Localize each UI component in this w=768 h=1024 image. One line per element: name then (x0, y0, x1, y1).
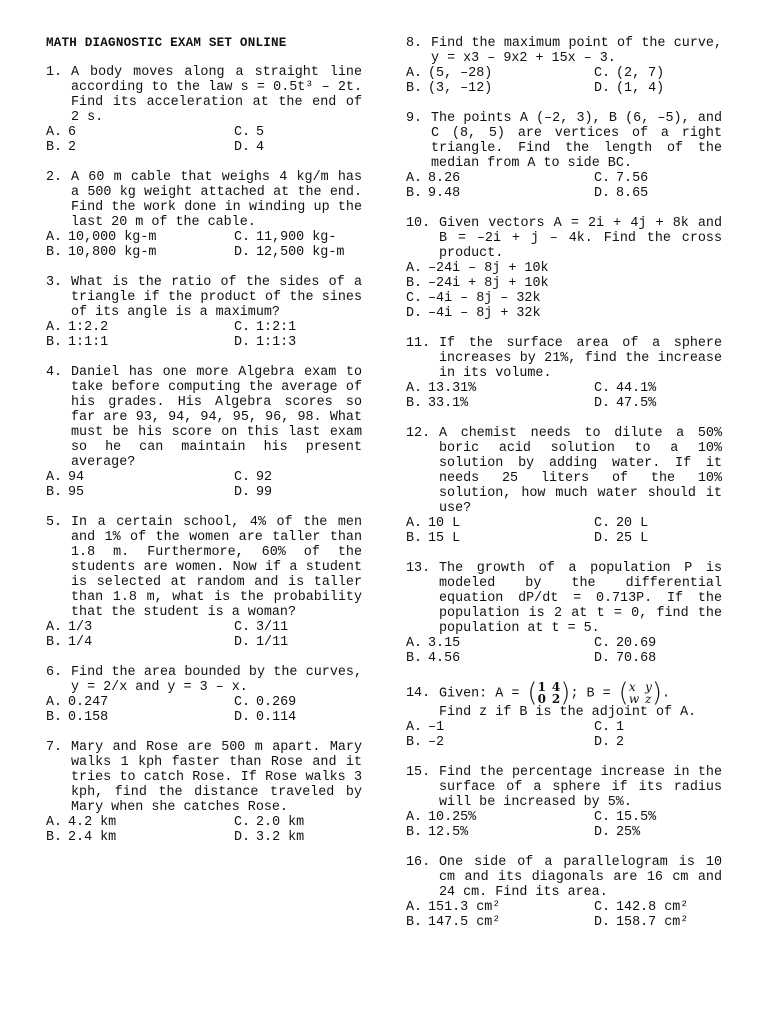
option-value: 95 (68, 485, 85, 500)
option-value: –24i + 8j + 10k (428, 276, 549, 291)
option-value: 158.7 cm² (616, 915, 689, 930)
option-letter: A. (46, 125, 63, 140)
option-value: (3, –12) (428, 81, 493, 96)
answer-option (406, 396, 588, 411)
question-stem (406, 426, 722, 516)
option-value: 15.5% (616, 810, 657, 825)
option-letter: D. (594, 735, 611, 750)
option-value: 7.56 (616, 171, 649, 186)
option-value: 99 (256, 485, 273, 500)
answer-option (594, 720, 722, 735)
answer-option (406, 825, 588, 840)
option-letter: D. (234, 710, 251, 725)
question-item (406, 426, 722, 546)
given-mid: ; B = (570, 686, 611, 702)
option-letter: D. (594, 186, 611, 201)
left-question-list (46, 65, 362, 845)
matrix (618, 678, 663, 708)
option-letter: C. (594, 66, 611, 81)
matrix-entry: z (645, 692, 652, 706)
question-item (46, 740, 362, 845)
question-number: 10. (406, 216, 431, 231)
question-item (406, 216, 722, 321)
matrix-right-paren: ) (560, 678, 571, 708)
option-value: 10 L (428, 516, 461, 531)
option-value: 33.1% (428, 396, 469, 411)
matrix-entry: x (628, 680, 636, 694)
option-value: –4i – 8j – 32k (428, 291, 541, 306)
answer-options (46, 230, 362, 260)
answer-option (594, 516, 722, 531)
answer-option (406, 531, 588, 546)
option-letter: D. (234, 140, 251, 155)
option-value: 3/11 (256, 620, 289, 635)
answer-option (234, 320, 362, 335)
option-letter: D. (594, 651, 611, 666)
answer-option (46, 470, 228, 485)
option-value: 13.31% (428, 381, 477, 396)
answer-option (406, 306, 722, 321)
answer-option (406, 810, 588, 825)
answer-option (46, 710, 228, 725)
answer-option (234, 620, 362, 635)
option-value: 0.114 (256, 710, 297, 725)
question-number: 11. (406, 336, 431, 351)
answer-option (406, 381, 588, 396)
option-value: 70.68 (616, 651, 657, 666)
option-letter: C. (234, 695, 251, 710)
question-stem (406, 36, 722, 66)
answer-options (406, 810, 722, 840)
option-value: 2 (616, 735, 625, 750)
option-letter: C. (234, 815, 251, 830)
question-stem (46, 65, 362, 125)
option-letter: D. (594, 396, 611, 411)
question-stem (46, 170, 362, 230)
question-stem (46, 740, 362, 815)
option-value: 2 (68, 140, 77, 155)
answer-option (46, 830, 228, 845)
option-value: 9.48 (428, 186, 461, 201)
answer-option (46, 320, 228, 335)
option-value: 15 L (428, 531, 461, 546)
answer-option (234, 635, 362, 650)
question-text: A 60 m cable that weighs 4 kg/m has a 500 kg weight attached at the end. Find the work done in winding up the last 20 m of the cable. (71, 170, 362, 230)
option-letter: A. (406, 720, 423, 735)
exam-title: MATH DIAGNOSTIC EXAM SET ONLINE (46, 36, 287, 50)
answer-option (46, 620, 228, 635)
option-letter: C. (594, 171, 611, 186)
option-value: –4i – 8j + 32k (428, 306, 541, 321)
right-question-list (406, 36, 722, 930)
question-text: Find the area bounded by the curves, y = 2/x and y = 3 – x. (71, 665, 362, 695)
question-number: 4. (46, 365, 63, 380)
answer-option (234, 125, 362, 140)
answer-option (406, 186, 588, 201)
option-letter: B. (46, 335, 63, 350)
option-letter: D. (234, 635, 251, 650)
option-letter: B. (406, 825, 423, 840)
question-text: The points A (–2, 3), B (6, –5), and C (8, 5) are vertices of a right triangle. Find the length of the median from A to side BC. (431, 111, 722, 171)
option-letter: C. (234, 230, 251, 245)
matrix-grid (629, 681, 652, 705)
answer-option (594, 651, 722, 666)
answer-option (234, 710, 362, 725)
option-letter: B. (46, 710, 63, 725)
option-value: 3.2 km (256, 830, 305, 845)
option-value: 6 (68, 125, 77, 140)
option-value: 1:1:1 (68, 335, 109, 350)
option-value: 3.15 (428, 636, 461, 651)
option-value: 20 L (616, 516, 649, 531)
option-value: 147.5 cm² (428, 915, 501, 930)
answer-options (406, 636, 722, 666)
option-value: 0.269 (256, 695, 297, 710)
answer-option (406, 171, 588, 186)
question-item (46, 665, 362, 725)
question-item (46, 65, 362, 155)
question-number: 16. (406, 855, 431, 870)
answer-options (406, 720, 722, 750)
matrix-right-paren: ) (651, 678, 663, 708)
option-letter: D. (594, 531, 611, 546)
question-text: Mary and Rose are 500 m apart. Mary walks 1 kph faster than Rose and it tries to catch Rose. If Rose walks 3 kph, find the distance traveled by Mary when she catches Rose. (71, 740, 362, 815)
option-value: 5 (256, 125, 265, 140)
answer-option (594, 171, 722, 186)
matrix-entry: 2 (551, 692, 561, 706)
answer-option (406, 636, 588, 651)
left-column (46, 36, 362, 860)
option-letter: B. (46, 635, 63, 650)
answer-option (46, 230, 228, 245)
question-stem (406, 216, 722, 261)
option-value: 2.4 km (68, 830, 117, 845)
answer-option (234, 245, 362, 260)
question-number: 14. (406, 685, 431, 701)
answer-option (46, 245, 228, 260)
answer-option (594, 381, 722, 396)
option-value: 20.69 (616, 636, 657, 651)
option-letter: C. (594, 636, 611, 651)
question-number: 3. (46, 275, 63, 290)
option-letter: D. (234, 335, 251, 350)
answer-options (46, 815, 362, 845)
option-letter: B. (46, 245, 63, 260)
option-letter: A. (406, 66, 423, 81)
option-value: 0.247 (68, 695, 109, 710)
question-stem (406, 765, 722, 810)
question-stem (406, 678, 722, 708)
option-value: 4 (256, 140, 265, 155)
option-letter: B. (46, 140, 63, 155)
question-item (46, 365, 362, 500)
option-value: 25 L (616, 531, 649, 546)
question-stem (46, 665, 362, 695)
option-letter: B. (46, 830, 63, 845)
question-item (406, 855, 722, 930)
option-value: 25% (616, 825, 641, 840)
option-value: 4.2 km (68, 815, 117, 830)
option-letter: D. (234, 485, 251, 500)
option-letter: C. (234, 320, 251, 335)
option-letter: A. (46, 695, 63, 710)
question-item (406, 111, 722, 201)
answer-option (234, 485, 362, 500)
question-text: A chemist needs to dilute a 50% boric acid solution to a 10% solution by adding water. If it needs 25 liters of the 10% solution, how much water should it use? (439, 426, 722, 516)
matrix-entry: w (628, 692, 640, 706)
answer-option (46, 695, 228, 710)
question-number: 7. (46, 740, 63, 755)
option-letter: A. (46, 320, 63, 335)
option-letter: A. (406, 900, 423, 915)
option-value: 142.8 cm² (616, 900, 689, 915)
question-number: 15. (406, 765, 431, 780)
option-value: 12.5% (428, 825, 469, 840)
answer-option (594, 396, 722, 411)
option-value: 1:2:1 (256, 320, 297, 335)
question-text: Daniel has one more Algebra exam to take before computing the average of his grades. His Algebra scores so far are 93, 94, 94, 95, 96, 98. What must be his score on this last exam so he can maintain his present average? (71, 365, 362, 470)
option-letter: B. (406, 396, 423, 411)
option-value: 10.25% (428, 810, 477, 825)
option-letter: D. (594, 915, 611, 930)
option-value: 1/4 (68, 635, 93, 650)
option-value: 47.5% (616, 396, 657, 411)
answer-options (406, 516, 722, 546)
option-letter: A. (406, 636, 423, 651)
given-end: . (662, 686, 671, 702)
question-item (406, 336, 722, 411)
answer-option (406, 276, 722, 291)
option-letter: C. (594, 900, 611, 915)
answer-option (594, 900, 722, 915)
option-letter: A. (406, 810, 423, 825)
option-letter: C. (234, 125, 251, 140)
option-value: –1 (428, 720, 445, 735)
option-letter: B. (406, 735, 423, 750)
answer-option (406, 516, 588, 531)
option-letter: B. (406, 531, 423, 546)
answer-option (46, 485, 228, 500)
option-value: 8.65 (616, 186, 649, 201)
option-value: 12,500 kg-m (256, 245, 345, 260)
option-letter: A. (46, 815, 63, 830)
option-value: 4.56 (428, 651, 461, 666)
answer-option (406, 735, 588, 750)
matrix-entry: 4 (551, 680, 561, 694)
answer-option (594, 186, 722, 201)
answer-option (234, 335, 362, 350)
option-value: (5, –28) (428, 66, 493, 81)
question-item (46, 170, 362, 260)
option-letter: C. (594, 720, 611, 735)
answer-options (46, 695, 362, 725)
answer-options (46, 470, 362, 500)
question-stem (406, 336, 722, 381)
option-value: 8.26 (428, 171, 461, 186)
answer-options (406, 900, 722, 930)
option-letter: A. (406, 171, 423, 186)
question-stem (46, 275, 362, 320)
matrix-entry: 1 (537, 680, 546, 694)
question-stem-continued (406, 705, 722, 720)
question-text: Find the percentage increase in the surface of a sphere if its radius will be increased by 5%. (439, 765, 722, 810)
option-letter: B. (406, 186, 423, 201)
question-stem (406, 855, 722, 900)
answer-option (234, 230, 362, 245)
answer-option (406, 81, 588, 96)
question-number: 13. (406, 561, 431, 576)
answer-option (234, 830, 362, 845)
option-letter: C. (594, 516, 611, 531)
matrix-entry: 0 (537, 692, 546, 706)
option-letter: B. (406, 651, 423, 666)
answer-option (594, 825, 722, 840)
answer-option (406, 261, 722, 276)
question-item (406, 765, 722, 840)
option-letter: B. (46, 485, 63, 500)
question-stem (46, 365, 362, 470)
answer-option (46, 815, 228, 830)
question-number: 5. (46, 515, 63, 530)
option-letter: C. (406, 291, 423, 306)
option-letter: A. (406, 381, 423, 396)
answer-option (406, 915, 588, 930)
option-value: 10,800 kg-m (68, 245, 157, 260)
answer-option (234, 695, 362, 710)
answer-option (594, 735, 722, 750)
answer-options (46, 125, 362, 155)
answer-option (406, 720, 588, 735)
option-letter: A. (46, 470, 63, 485)
answer-option (406, 651, 588, 666)
answer-option (594, 66, 722, 81)
given-label: Given: A = (439, 686, 520, 702)
option-value: 44.1% (616, 381, 657, 396)
answer-option (594, 531, 722, 546)
question-stem (46, 515, 362, 620)
option-letter: A. (406, 516, 423, 531)
right-column (406, 36, 722, 945)
option-letter: B. (406, 276, 423, 291)
matrix-left-paren: ( (527, 678, 538, 708)
option-letter: B. (406, 915, 423, 930)
question-number: 1. (46, 65, 63, 80)
question-item (406, 561, 722, 666)
option-value: (1, 4) (616, 81, 665, 96)
answer-option (234, 815, 362, 830)
answer-option (594, 636, 722, 651)
answer-option (46, 125, 228, 140)
question-item (406, 678, 722, 750)
option-letter: D. (594, 825, 611, 840)
question-text: What is the ratio of the sides of a triangle if the product of the sines of its angle is a maximum? (71, 275, 362, 320)
answer-options (406, 171, 722, 201)
answer-option (46, 140, 228, 155)
question-stem (406, 561, 722, 636)
answer-option (234, 470, 362, 485)
answer-options (406, 381, 722, 411)
option-letter: D. (406, 306, 423, 321)
option-value: 1/3 (68, 620, 93, 635)
question-number: 12. (406, 426, 431, 441)
answer-option (406, 291, 722, 306)
question-stem (406, 111, 722, 171)
option-letter: A. (406, 261, 423, 276)
question-item (406, 36, 722, 96)
option-value: –24i – 8j + 10k (428, 261, 549, 276)
answer-option (594, 810, 722, 825)
answer-option (234, 140, 362, 155)
option-value: 1:2.2 (68, 320, 109, 335)
question-text: In a certain school, 4% of the men and 1% of the women are taller than 1.8 m. Furthermore, 60% of the students are women. Now if a student is selected at random and is taller than 1.8 m, what is the probability that the student is a woman? (71, 515, 362, 620)
option-value: 10,000 kg-m (68, 230, 157, 245)
answer-option (46, 635, 228, 650)
question-number: 9. (406, 111, 423, 126)
matrix-grid (538, 681, 561, 705)
option-letter: A. (46, 230, 63, 245)
option-letter: A. (46, 620, 63, 635)
answer-option (594, 81, 722, 96)
answer-options (46, 620, 362, 650)
answer-options (406, 261, 722, 321)
option-value: 151.3 cm² (428, 900, 501, 915)
answer-option (406, 900, 588, 915)
question-number: 2. (46, 170, 63, 185)
question-number: 8. (406, 36, 423, 51)
question-text: Given vectors A = 2i + 4j + 8k and B = –2i + j – 4k. Find the cross product. (439, 216, 722, 261)
question-number: 6. (46, 665, 63, 680)
option-letter: B. (406, 81, 423, 96)
question-text: The growth of a population P is modeled by the differential equation dP/dt = 0.713P. If the population is 2 at t = 0, find the population at t = 5. (439, 561, 722, 636)
option-letter: C. (594, 381, 611, 396)
question-text: If the surface area of a sphere increases by 21%, find the increase in its volume. (439, 336, 722, 381)
question-item (46, 515, 362, 650)
answer-options (406, 66, 722, 96)
option-letter: D. (234, 830, 251, 845)
option-value: 11,900 kg- (256, 230, 337, 245)
question-text (439, 678, 722, 708)
option-letter: C. (594, 810, 611, 825)
answer-option (406, 66, 588, 81)
option-value: –2 (428, 735, 445, 750)
matrix (527, 678, 571, 708)
option-value: 1 (616, 720, 625, 735)
option-value: 0.158 (68, 710, 109, 725)
matrix-left-paren: ( (618, 678, 629, 708)
option-value: 2.0 km (256, 815, 305, 830)
question-text: Find the maximum point of the curve, y = x3 – 9x2 + 15x – 3. (431, 36, 722, 66)
question-text: One side of a parallelogram is 10 cm and its diagonals are 16 cm and 24 cm. Find its area. (439, 855, 722, 900)
question-item (46, 275, 362, 350)
option-value: 92 (256, 470, 273, 485)
option-letter: C. (234, 620, 251, 635)
option-letter: C. (234, 470, 251, 485)
option-letter: D. (234, 245, 251, 260)
answer-option (46, 335, 228, 350)
question-text: Find z if B is the adjoint of A. (439, 705, 697, 720)
option-value: 94 (68, 470, 85, 485)
option-value: 1/11 (256, 635, 289, 650)
option-letter: D. (594, 81, 611, 96)
matrix-entry: y (645, 680, 652, 694)
option-value: 1:1:3 (256, 335, 297, 350)
answer-option (594, 915, 722, 930)
answer-options (46, 320, 362, 350)
option-value: (2, 7) (616, 66, 665, 81)
question-text: A body moves along a straight line according to the law s = 0.5t³ – 2t. Find its acceleration at the end of 2 s. (71, 65, 362, 125)
